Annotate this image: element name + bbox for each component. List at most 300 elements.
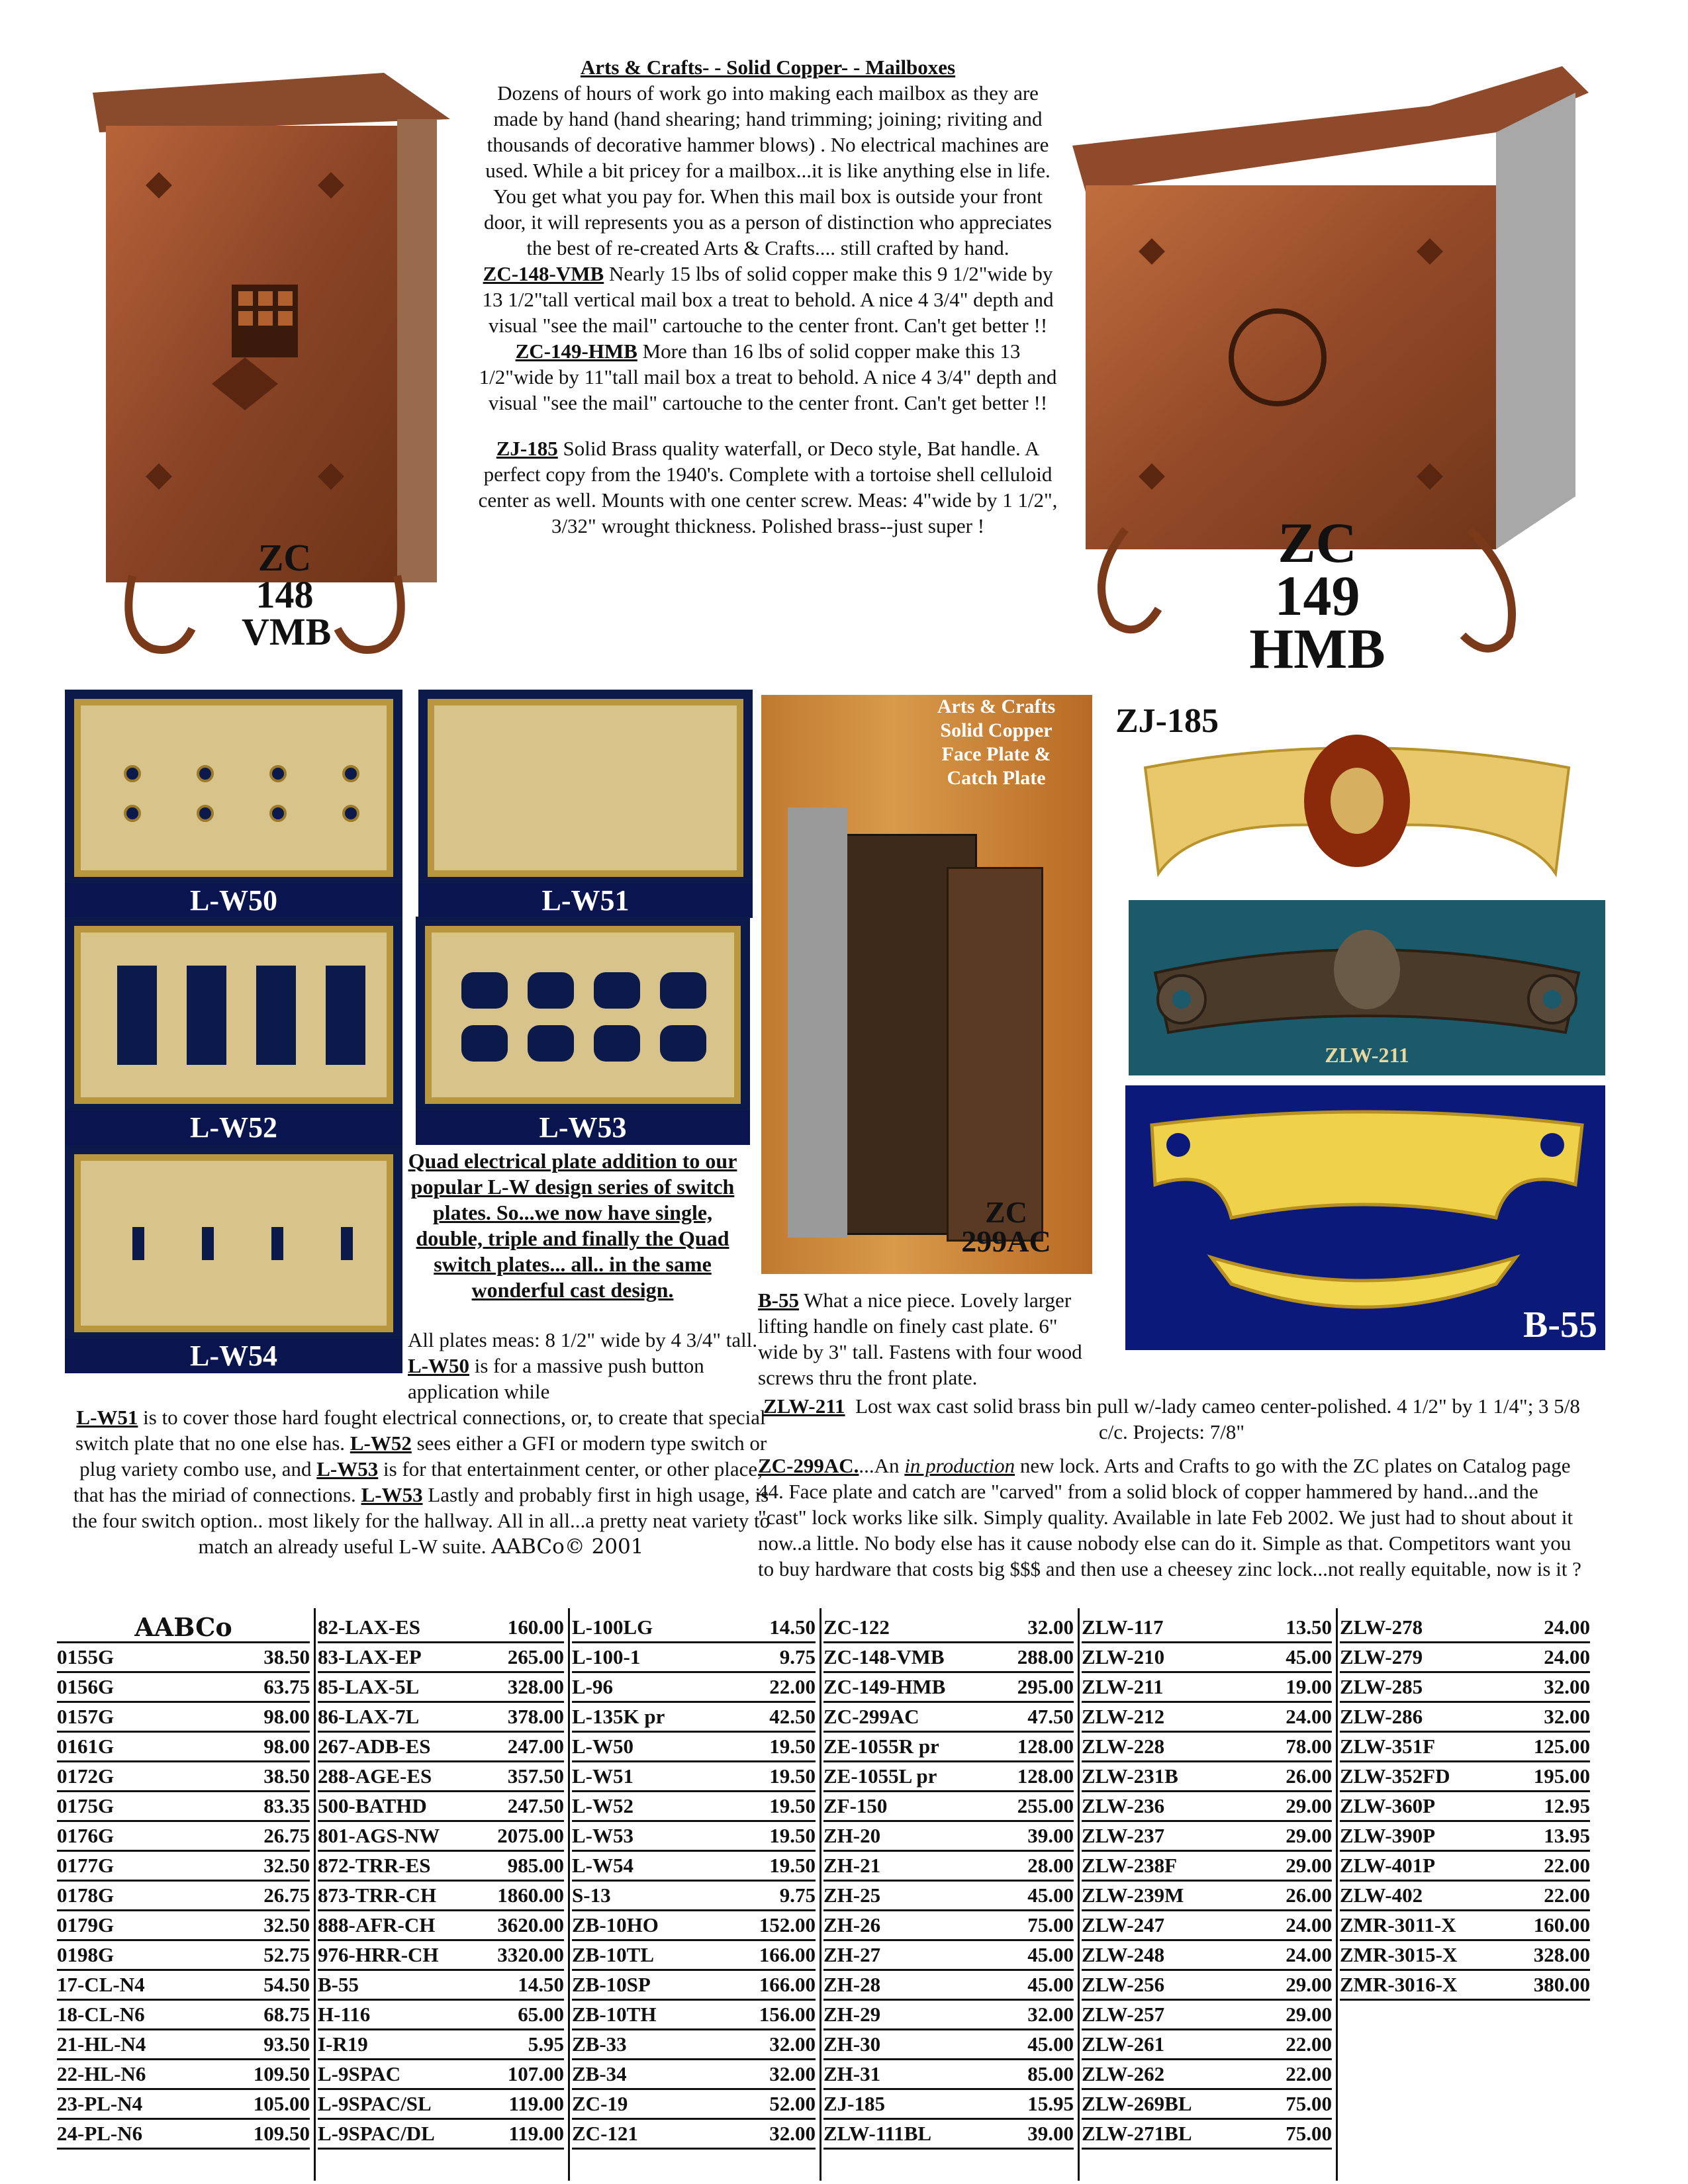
price-item-code: ZLW-351F xyxy=(1340,1735,1436,1758)
price-item-value: 29.00 xyxy=(1286,1794,1332,1817)
price-item-code: ZLW-390P xyxy=(1340,1824,1436,1847)
plate-lw50-label: L-W50 xyxy=(65,884,402,918)
price-item-code: 83-LAX-EP xyxy=(318,1645,422,1668)
price-item-code: ZB-10HO xyxy=(572,1913,659,1936)
label-zc148-line1: ZC xyxy=(258,536,312,579)
price-item-value: 28.00 xyxy=(1027,1854,1074,1877)
price-item-code: ZMR-3016-X xyxy=(1340,1973,1458,1996)
price-row xyxy=(823,1733,1074,1762)
price-item-value: 24.00 xyxy=(1286,1943,1332,1966)
price-item-value: 38.50 xyxy=(263,1645,310,1668)
toggle-opening xyxy=(271,1227,283,1260)
price-item-value: 45.00 xyxy=(1027,1884,1074,1907)
price-column-rule xyxy=(1336,1608,1338,2181)
price-item-value: 19.50 xyxy=(769,1794,816,1817)
price-item-code: 0156G xyxy=(57,1675,115,1698)
price-item-value: 98.00 xyxy=(263,1735,310,1758)
price-row xyxy=(318,2120,564,2150)
price-item-code: L-135K pr xyxy=(572,1705,665,1728)
price-item-code: ZLW-360P xyxy=(1340,1794,1436,1817)
price-item-value: 78.00 xyxy=(1286,1735,1332,1758)
price-item-value: 75.00 xyxy=(1027,1913,1074,1936)
price-item-value: 19.50 xyxy=(769,1764,816,1788)
price-item-value: 288.00 xyxy=(1017,1645,1074,1668)
plate-lw52-label: L-W52 xyxy=(65,1111,402,1145)
price-row xyxy=(823,1911,1074,1941)
zc149-code: ZC-149-HMB xyxy=(515,340,637,363)
price-row xyxy=(1340,1822,1590,1852)
price-rows-2 xyxy=(318,1614,564,2150)
pushbutton-hole xyxy=(269,765,287,782)
price-item-code: 801-AGS-NW xyxy=(318,1824,440,1847)
price-row xyxy=(572,1614,816,1643)
price-row xyxy=(572,1971,816,2001)
price-item-code: ZLW-256 xyxy=(1082,1973,1165,1996)
price-rows-6 xyxy=(1340,1614,1590,2001)
price-item-code: ZLW-261 xyxy=(1082,2032,1165,2056)
price-row xyxy=(57,1911,310,1941)
price-item-value: 24.00 xyxy=(1544,1615,1590,1639)
price-item-code: ZE-1055L pr xyxy=(823,1764,937,1788)
pushbutton-hole xyxy=(342,765,359,782)
lw-headline: Quad electrical plate addition to our popular L-W design series of switch plates. So...we now have single, double, triple and finally the Quad switch plates... all.. in the same wonderful cast design. xyxy=(408,1149,737,1302)
price-item-code: ZC-122 xyxy=(823,1615,890,1639)
price-item-code: ZLW-117 xyxy=(1082,1615,1164,1639)
price-item-code: ZLW-352FD xyxy=(1340,1764,1450,1788)
price-row xyxy=(57,1941,310,1971)
price-item-value: 85.00 xyxy=(1027,2062,1074,2085)
price-item-code: ZH-25 xyxy=(823,1884,881,1907)
price-item-code: 0155G xyxy=(57,1645,115,1668)
price-row xyxy=(318,1852,564,1882)
price-item-value: 107.00 xyxy=(507,2062,564,2085)
price-item-value: 22.00 xyxy=(769,1675,816,1698)
price-rows-1 xyxy=(57,1643,310,2150)
price-row xyxy=(823,1643,1074,1673)
price-item-value: 12.95 xyxy=(1544,1794,1590,1817)
price-item-value: 19.50 xyxy=(769,1824,816,1847)
price-item-value: 29.00 xyxy=(1286,1824,1332,1847)
price-column-3 xyxy=(572,1614,816,2150)
price-item-value: 119.00 xyxy=(508,2122,564,2145)
zj185-code: ZJ-185 xyxy=(496,437,558,460)
pushbutton-hole xyxy=(342,805,359,822)
price-row xyxy=(823,1852,1074,1882)
price-item-code: L-100LG xyxy=(572,1615,653,1639)
price-item-value: 14.50 xyxy=(769,1615,816,1639)
zj185-image xyxy=(1125,715,1589,887)
price-item-value: 75.00 xyxy=(1286,2092,1332,2115)
price-item-code: L-9SPAC xyxy=(318,2062,401,2085)
price-item-code: ZLW-262 xyxy=(1082,2062,1165,2085)
price-item-value: 380.00 xyxy=(1533,1973,1590,1996)
price-item-value: 328.00 xyxy=(507,1675,564,1698)
price-item-value: 39.00 xyxy=(1027,2122,1074,2145)
plate-lw51-face xyxy=(428,699,743,877)
zlw211-text: Lost wax cast solid brass bin pull w/-lady cameo center-polished. 4 1/2" by 1 1/4"; 3 5/8 c/c. Projects: 7/8" xyxy=(855,1394,1580,1443)
price-row xyxy=(57,2030,310,2060)
price-item-value: 38.50 xyxy=(263,1764,310,1788)
price-item-code: ZLW-286 xyxy=(1340,1705,1423,1728)
price-column-1 xyxy=(57,1614,310,2150)
lw-body-b: is for a massive push button application while xyxy=(408,1354,704,1403)
price-item-code: 18-CL-N6 xyxy=(57,2003,145,2026)
plate-lw51 xyxy=(418,690,753,918)
zj185-text: Solid Brass quality waterfall, or Deco style, Bat handle. A perfect copy from the 1940's. Complete with a tortoise shell celluloid center as well. Mounts with one center screw. Meas: 4"wide by 1 1/2", 3/32" wrought thickness. Polished brass--just super ! xyxy=(478,437,1058,537)
price-item-value: 328.00 xyxy=(1533,1943,1590,1966)
price-row xyxy=(318,1614,564,1643)
price-item-code: ZC-148-VMB xyxy=(823,1645,945,1668)
price-row xyxy=(1340,1703,1590,1733)
price-item-value: 166.00 xyxy=(759,1973,816,1996)
price-row xyxy=(1340,1673,1590,1703)
price-item-code: 0179G xyxy=(57,1913,115,1936)
lw-body-lw53: L-W53 xyxy=(316,1457,379,1480)
price-row xyxy=(1082,1792,1332,1822)
rocker-opening xyxy=(187,966,226,1065)
price-item-code: 0175G xyxy=(57,1794,115,1817)
price-item-value: 29.00 xyxy=(1286,2003,1332,2026)
price-column-rule xyxy=(820,1608,821,2181)
price-row xyxy=(572,1643,816,1673)
label-zc149-line1: ZC xyxy=(1278,511,1357,574)
price-row xyxy=(572,1733,816,1762)
price-item-code: ZH-29 xyxy=(823,2003,881,2026)
price-item-value: 160.00 xyxy=(1533,1913,1590,1936)
price-rows-3 xyxy=(572,1614,816,2150)
price-item-code: ZH-28 xyxy=(823,1973,881,1996)
price-row xyxy=(57,1882,310,1911)
price-item-value: 22.00 xyxy=(1286,2032,1332,2056)
price-item-value: 52.75 xyxy=(263,1943,310,1966)
price-item-value: 5.95 xyxy=(528,2032,564,2056)
lw-body-a: All plates meas: 8 1/2" wide by 4 3/4" tall. xyxy=(408,1328,758,1351)
price-item-code: ZLW-271BL xyxy=(1082,2122,1192,2145)
price-item-value: 32.00 xyxy=(1544,1675,1590,1698)
lw-body-lw50: L-W50 xyxy=(408,1354,469,1377)
plate-lw53-face xyxy=(425,926,741,1104)
price-item-value: 15.95 xyxy=(1027,2092,1074,2115)
price-row xyxy=(823,1941,1074,1971)
price-item-code: ZF-150 xyxy=(823,1794,888,1817)
price-item-code: 872-TRR-ES xyxy=(318,1854,431,1877)
price-column-5 xyxy=(1082,1614,1332,2150)
price-row xyxy=(57,1971,310,2001)
price-item-code: B-55 xyxy=(318,1973,359,1996)
price-row xyxy=(823,1703,1074,1733)
b55-photo-label: B-55 xyxy=(1523,1304,1597,1345)
outlet-opening xyxy=(594,972,640,1009)
outlet-opening xyxy=(461,972,508,1009)
price-row xyxy=(318,1792,564,1822)
price-row xyxy=(572,1941,816,1971)
price-row xyxy=(57,2001,310,2030)
price-item-value: 26.00 xyxy=(1286,1764,1332,1788)
price-row xyxy=(1340,1882,1590,1911)
price-row xyxy=(1082,1614,1332,1643)
price-row xyxy=(1340,1614,1590,1643)
price-row xyxy=(823,1822,1074,1852)
price-item-value: 52.00 xyxy=(769,2092,816,2115)
pushbutton-hole xyxy=(124,765,141,782)
price-row xyxy=(1340,1911,1590,1941)
zc299-label-line1: ZC xyxy=(985,1195,1027,1229)
price-row xyxy=(572,2090,816,2120)
price-item-value: 109.50 xyxy=(253,2062,310,2085)
price-row xyxy=(1082,1822,1332,1852)
outlet-opening xyxy=(528,972,574,1009)
price-row xyxy=(318,1941,564,1971)
price-item-value: 378.00 xyxy=(507,1705,564,1728)
lw-body xyxy=(64,1327,778,1560)
price-item-code: 23-PL-N4 xyxy=(57,2092,143,2115)
outlet-opening xyxy=(461,1025,508,1062)
price-item-code: ZLW-236 xyxy=(1082,1794,1165,1817)
price-rows-5 xyxy=(1082,1614,1332,2150)
price-item-value: 255.00 xyxy=(1017,1794,1074,1817)
price-row xyxy=(57,2120,310,2150)
price-item-code: ZH-27 xyxy=(823,1943,881,1966)
price-item-code: I-R19 xyxy=(318,2032,368,2056)
price-row xyxy=(1082,2001,1332,2030)
price-item-value: 13.95 xyxy=(1544,1824,1590,1847)
price-row xyxy=(823,1792,1074,1822)
zc299-lock-body xyxy=(788,807,847,1238)
toggle-opening xyxy=(132,1227,144,1260)
price-item-code: ZLW-212 xyxy=(1082,1705,1165,1728)
plate-lw52-face xyxy=(74,926,393,1104)
price-item-code: 0172G xyxy=(57,1764,115,1788)
price-row xyxy=(1340,1792,1590,1822)
price-item-code: ZLW-247 xyxy=(1082,1913,1165,1936)
price-row xyxy=(57,1643,310,1673)
price-item-code: 888-AFR-CH xyxy=(318,1913,436,1936)
price-item-value: 29.00 xyxy=(1286,1973,1332,1996)
price-row xyxy=(318,1762,564,1792)
price-item-value: 32.00 xyxy=(769,2062,816,2085)
price-row xyxy=(1082,1911,1332,1941)
price-item-code: ZB-10TH xyxy=(572,2003,657,2026)
price-item-code: ZC-299AC xyxy=(823,1705,919,1728)
price-column-rule xyxy=(1078,1608,1080,2181)
price-item-code: ZLW-278 xyxy=(1340,1615,1423,1639)
price-item-value: 32.00 xyxy=(769,2032,816,2056)
lw-body-lw51: L-W51 xyxy=(76,1406,138,1429)
price-item-value: 152.00 xyxy=(759,1913,816,1936)
price-item-code: 267-ADB-ES xyxy=(318,1735,431,1758)
zc299-label-line2: 299AC xyxy=(961,1224,1051,1258)
price-row xyxy=(823,1762,1074,1792)
price-item-value: 29.00 xyxy=(1286,1854,1332,1877)
price-row xyxy=(57,1852,310,1882)
zj185-photo-label: ZJ-185 xyxy=(1115,702,1219,740)
mailbox-description xyxy=(477,54,1059,539)
price-item-value: 26.75 xyxy=(263,1884,310,1907)
price-item-value: 125.00 xyxy=(1533,1735,1590,1758)
price-item-code: ZLW-237 xyxy=(1082,1824,1165,1847)
price-row xyxy=(823,1673,1074,1703)
price-item-code: L-W50 xyxy=(572,1735,633,1758)
price-row xyxy=(57,2090,310,2120)
price-item-value: 3620.00 xyxy=(497,1913,564,1936)
price-row xyxy=(57,2060,310,2090)
b55-text: What a nice piece. Lovely larger lifting handle on finely cast plate. 6" wide by 3" tall. Fastens with four wood screws thru the front plate. xyxy=(758,1289,1082,1389)
price-item-value: 45.00 xyxy=(1027,1943,1074,1966)
price-row xyxy=(318,2090,564,2120)
price-item-value: 65.00 xyxy=(518,2003,564,2026)
price-item-value: 9.75 xyxy=(779,1645,816,1668)
lw-body-lw52: L-W52 xyxy=(350,1432,412,1455)
price-row xyxy=(823,1882,1074,1911)
price-item-code: ZH-20 xyxy=(823,1824,881,1847)
price-row xyxy=(1340,1852,1590,1882)
price-row xyxy=(823,2060,1074,2090)
lw-body-d: sees either a GFI or modern type switch or plug variety combo use, and xyxy=(79,1432,767,1480)
price-row xyxy=(57,1733,310,1762)
price-row xyxy=(1082,1971,1332,2001)
price-item-value: 24.00 xyxy=(1286,1705,1332,1728)
zc299-caption-line3: Face Plate & xyxy=(941,743,1051,765)
price-item-value: 14.50 xyxy=(518,1973,564,1996)
price-item-value: 22.00 xyxy=(1286,2062,1332,2085)
price-row xyxy=(318,1882,564,1911)
price-item-value: 54.50 xyxy=(263,1973,310,1996)
price-item-value: 247.00 xyxy=(507,1735,564,1758)
price-item-code: L-W53 xyxy=(572,1824,633,1847)
price-item-code: 85-LAX-5L xyxy=(318,1675,420,1698)
price-item-value: 156.00 xyxy=(759,2003,816,2026)
price-item-code: H-116 xyxy=(318,2003,371,2026)
lw-body-lw53b: L-W53 xyxy=(361,1483,423,1506)
price-item-code: ZMR-3015-X xyxy=(1340,1943,1458,1966)
price-item-value: 63.75 xyxy=(263,1675,310,1698)
price-row xyxy=(1082,1643,1332,1673)
price-item-value: 105.00 xyxy=(253,2092,310,2115)
price-item-code: S-13 xyxy=(572,1884,611,1907)
price-item-code: ZC-149-HMB xyxy=(823,1675,946,1698)
price-item-code: ZLW-239M xyxy=(1082,1884,1184,1907)
price-item-code: 0178G xyxy=(57,1884,115,1907)
price-item-code: ZLW-211 xyxy=(1082,1675,1164,1698)
price-item-code: ZLW-285 xyxy=(1340,1675,1423,1698)
price-item-value: 32.00 xyxy=(1544,1705,1590,1728)
price-item-code: ZLW-210 xyxy=(1082,1645,1165,1668)
lw-body-c: is to cover those hard fought electrical connections, or, to create that special switch plate that no one else has. xyxy=(75,1406,766,1455)
price-row xyxy=(1082,2120,1332,2150)
price-item-code: L-9SPAC/DL xyxy=(318,2122,435,2145)
price-row xyxy=(1082,2030,1332,2060)
price-row xyxy=(318,1643,564,1673)
plate-lw53 xyxy=(416,917,750,1145)
price-item-value: 295.00 xyxy=(1017,1675,1074,1698)
price-item-code: 0177G xyxy=(57,1854,115,1877)
pushbutton-hole xyxy=(124,805,141,822)
price-item-value: 2075.00 xyxy=(497,1824,564,1847)
zlw211-code: ZLW-211 xyxy=(763,1394,845,1418)
price-header: AABCo xyxy=(57,1614,310,1643)
price-item-value: 247.50 xyxy=(507,1794,564,1817)
price-item-code: ZH-31 xyxy=(823,2062,881,2085)
price-row xyxy=(572,1703,816,1733)
price-row xyxy=(57,1703,310,1733)
mailbox-intro: Dozens of hours of work go into making each mailbox as they are made by hand (hand shearing; hand trimming; joining; riviting and thousands of decorative hammer blows) . No electrical machines are used. While a bit pricey for a mailbox...it is like anything else in life. You get what you pay for. When this mail box is outside your front door, it will represents you as a person of distinction who appreciates the best of re-created Arts & Crafts.... still crafted by hand. xyxy=(484,81,1052,259)
price-item-value: 24.00 xyxy=(1286,1913,1332,1936)
price-item-code: L-W51 xyxy=(572,1764,633,1788)
price-row xyxy=(57,1822,310,1852)
price-item-code: ZLW-401P xyxy=(1340,1854,1436,1877)
price-column-rule xyxy=(314,1608,316,2181)
price-item-code: ZB-10SP xyxy=(572,1973,651,1996)
zc148-code: ZC-148-VMB xyxy=(483,262,604,285)
price-row xyxy=(1082,2060,1332,2090)
rocker-opening xyxy=(326,966,365,1065)
price-item-value: 119.00 xyxy=(508,2092,564,2115)
zc299-text-b: new lock. Arts and Crafts to go with the ZC plates on Catalog page 44. Face plate and catch are "carved" from a solid block of copper hammered by hand...and the "cast" lock works like silk. Simply quality. Available in late Feb 2002. We just had to shout about it now..a little. No body else has it cause nobody else can do it. Simple as that. Competitors want you to buy hardware that costs big $$$ and then use a cheesey zinc lock...not really equitable, now is it ? xyxy=(758,1454,1581,1580)
price-item-code: 288-AGE-ES xyxy=(318,1764,432,1788)
price-item-code: 22-HL-N6 xyxy=(57,2062,146,2085)
price-row xyxy=(1340,1762,1590,1792)
price-row xyxy=(1082,1703,1332,1733)
price-row xyxy=(318,1703,564,1733)
price-item-code: L-W54 xyxy=(572,1854,633,1877)
price-item-value: 42.50 xyxy=(769,1705,816,1728)
price-item-value: 109.50 xyxy=(253,2122,310,2145)
price-row xyxy=(318,1822,564,1852)
price-row xyxy=(572,1822,816,1852)
price-row xyxy=(1340,1971,1590,2001)
price-row xyxy=(572,2060,816,2090)
zc299-label xyxy=(933,1195,1079,1258)
price-item-value: 32.00 xyxy=(769,2122,816,2145)
price-rows-4 xyxy=(823,1614,1074,2150)
label-zc149-line3: HMB xyxy=(1249,617,1385,680)
price-item-code: ZLW-269BL xyxy=(1082,2092,1192,2115)
pushbutton-hole xyxy=(197,765,214,782)
price-item-code: ZLW-111BL xyxy=(823,2122,932,2145)
price-item-code: ZB-33 xyxy=(572,2032,627,2056)
price-item-value: 9.75 xyxy=(779,1884,816,1907)
price-row xyxy=(572,1762,816,1792)
price-item-code: ZLW-248 xyxy=(1082,1943,1165,1966)
zc299-in-production: in production xyxy=(904,1454,1015,1477)
price-row xyxy=(572,1911,816,1941)
price-item-code: ZLW-238F xyxy=(1082,1854,1178,1877)
price-item-code: 976-HRR-CH xyxy=(318,1943,439,1966)
plate-lw50-face xyxy=(74,699,393,877)
label-zc148 xyxy=(242,536,332,653)
zc299-photo xyxy=(761,695,1092,1274)
price-item-code: ZB-10TL xyxy=(572,1943,655,1966)
price-item-value: 39.00 xyxy=(1027,1824,1074,1847)
price-item-code: ZJ-185 xyxy=(823,2092,885,2115)
price-row xyxy=(318,1911,564,1941)
price-row xyxy=(823,1971,1074,2001)
zlw211-photo xyxy=(1129,900,1605,1075)
toggle-opening xyxy=(341,1227,353,1260)
price-row xyxy=(1082,1762,1332,1792)
label-zc149 xyxy=(1244,511,1390,680)
price-item-value: 45.00 xyxy=(1027,2032,1074,2056)
price-item-code: ZB-34 xyxy=(572,2062,627,2085)
price-row xyxy=(1340,1733,1590,1762)
price-item-code: ZH-21 xyxy=(823,1854,881,1877)
price-row xyxy=(572,1882,816,1911)
price-item-code: ZH-30 xyxy=(823,2032,881,2056)
zc299-catch-plate xyxy=(947,867,1043,1242)
plate-lw54-face xyxy=(74,1154,393,1332)
price-row xyxy=(572,1852,816,1882)
price-row xyxy=(1082,1941,1332,1971)
